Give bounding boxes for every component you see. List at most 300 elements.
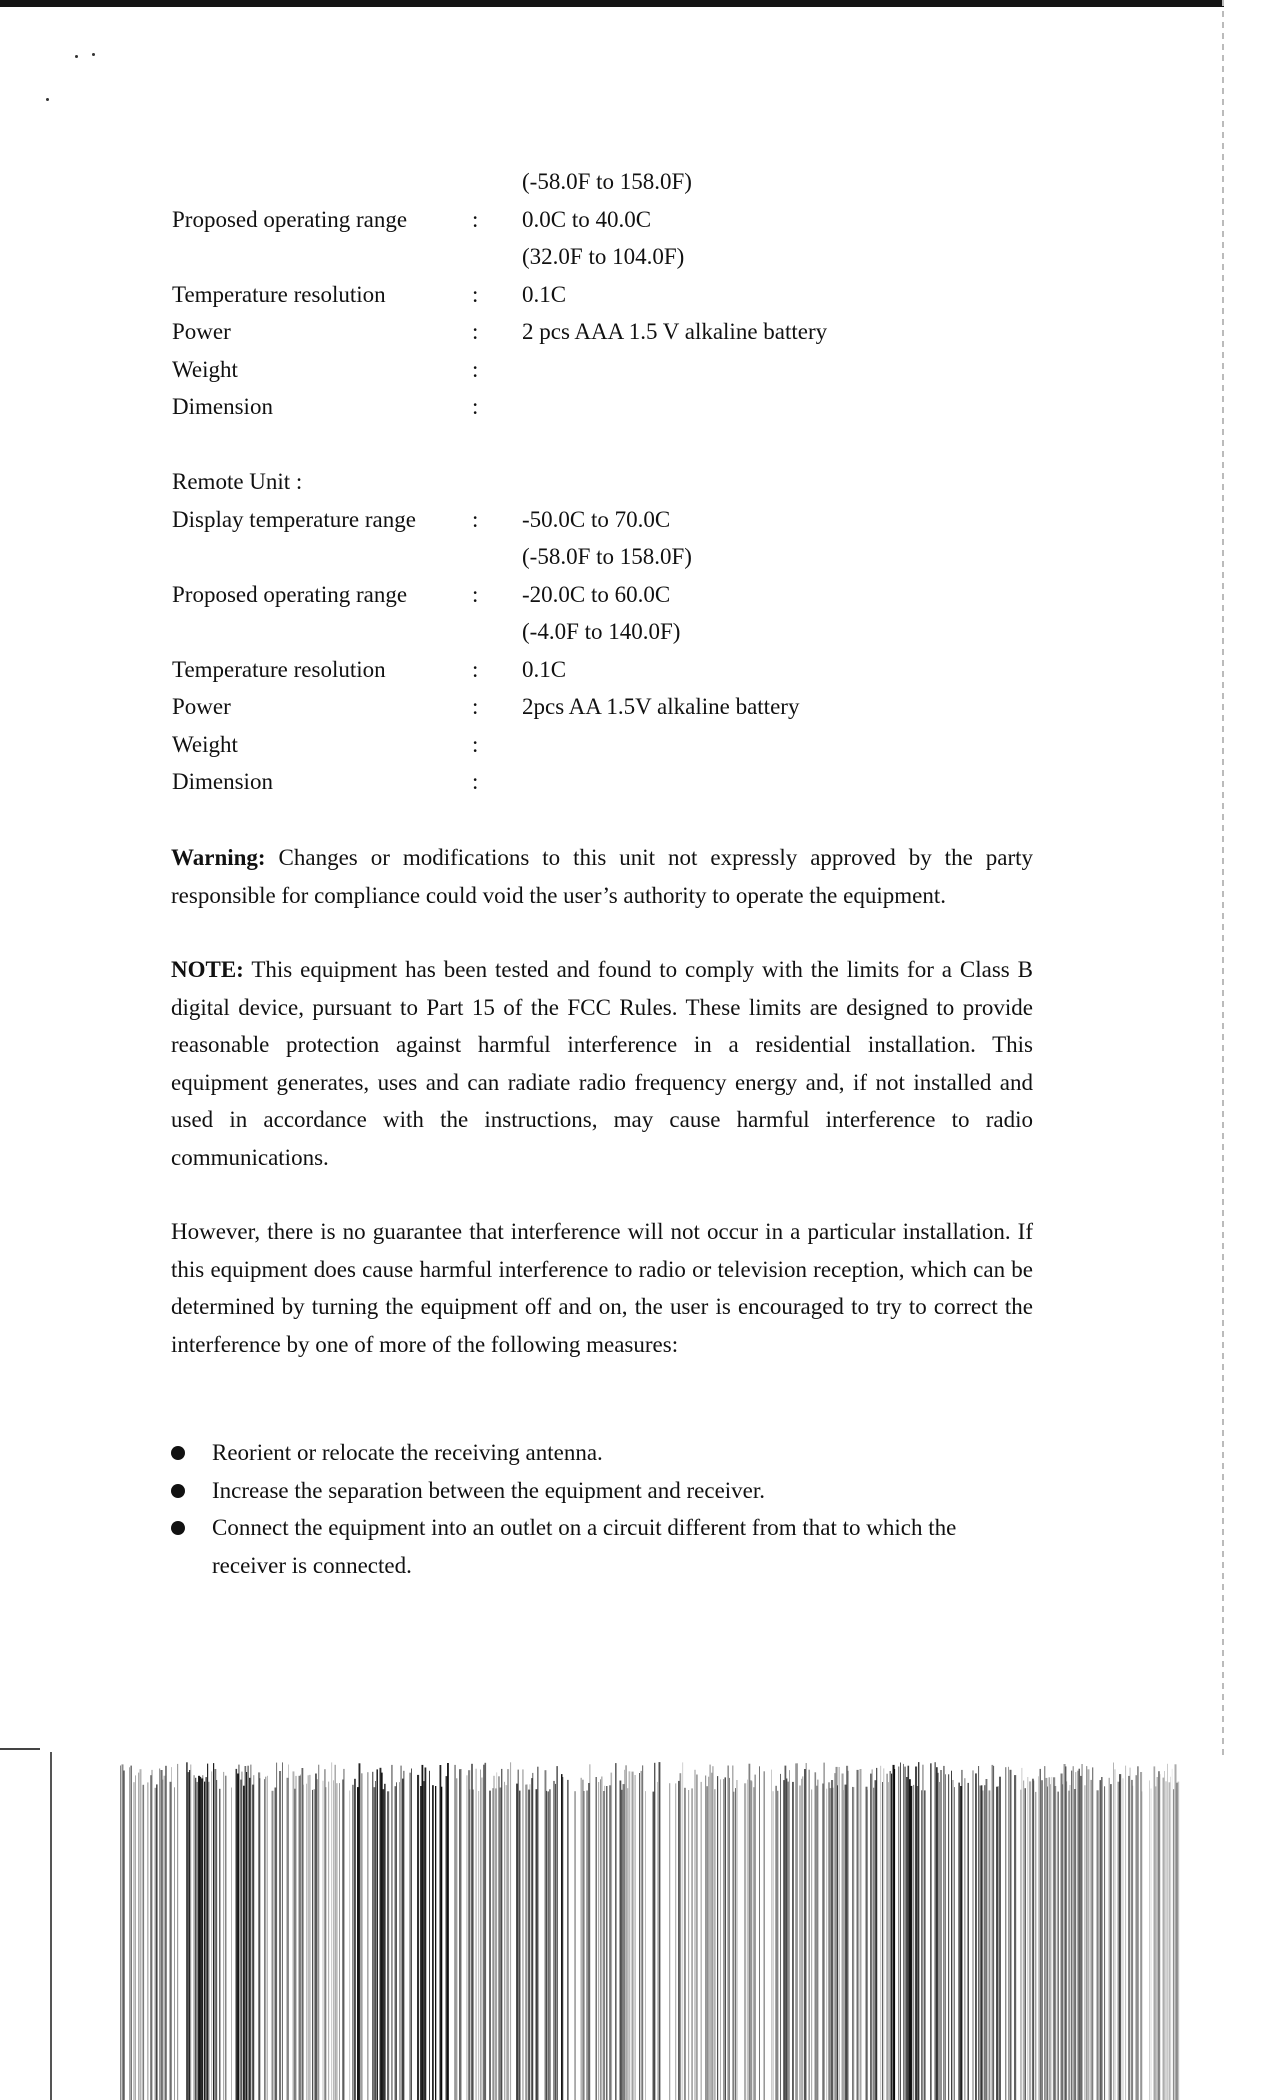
noise-streak	[323, 1781, 324, 2100]
noise-streak	[510, 1762, 511, 2100]
noise-streak	[1119, 1774, 1121, 2100]
noise-streak	[939, 1782, 940, 2100]
spec-value: 0.1C	[522, 656, 567, 682]
noise-streak	[884, 1768, 885, 2100]
noise-streak	[1020, 1790, 1021, 2100]
noise-streak	[476, 1769, 477, 2100]
noise-streak	[306, 1784, 307, 2100]
spec-row	[172, 726, 1072, 764]
noise-streak	[744, 1783, 746, 2100]
noise-streak	[441, 1787, 442, 2100]
noise-streak	[204, 1782, 205, 2100]
noise-streak	[248, 1766, 249, 2100]
noise-streak	[602, 1777, 603, 2100]
noise-streak	[629, 1771, 631, 2100]
measure-text: Reorient or relocate the receiving antenna.	[212, 1440, 603, 1465]
noise-streak	[174, 1787, 175, 2100]
noise-streak	[1067, 1781, 1068, 2100]
noise-streak	[309, 1775, 311, 2100]
noise-streak	[1023, 1781, 1024, 2100]
measure-text: Connect the equipment into an outlet on a circuit different from that to which the receiver is connected.	[212, 1515, 957, 1578]
noise-streak	[317, 1779, 319, 2100]
noise-streak	[747, 1780, 748, 2100]
noise-streak	[1170, 1777, 1171, 2100]
noise-streak	[645, 1791, 646, 2100]
noise-streak	[246, 1772, 247, 2100]
noise-streak	[627, 1788, 628, 2100]
noise-streak	[482, 1778, 483, 2100]
noise-streak	[354, 1779, 356, 2100]
noise-streak	[953, 1780, 954, 2100]
spec-value: -20.0C to 60.0C	[522, 581, 671, 607]
noise-streak	[1155, 1786, 1156, 2100]
noise-streak	[129, 1767, 130, 2100]
noise-streak	[1173, 1789, 1174, 2100]
noise-streak	[735, 1788, 736, 2100]
noise-streak	[537, 1767, 539, 2100]
noise-streak	[429, 1771, 430, 2100]
noise-streak	[981, 1785, 983, 2100]
noise-streak	[225, 1776, 227, 2100]
noise-streak	[473, 1790, 474, 2100]
noise-streak	[254, 1775, 255, 2100]
noise-streak	[870, 1774, 872, 2100]
noise-streak	[800, 1786, 801, 2100]
spec-label: Proposed operating range	[172, 581, 408, 607]
noise-streak	[1133, 1786, 1134, 2100]
noise-streak	[999, 1777, 1001, 2100]
noise-streak	[816, 1786, 817, 2100]
noise-streak	[935, 1762, 936, 2100]
spec-row	[172, 163, 1072, 201]
noise-streak	[797, 1763, 798, 2100]
noise-streak	[171, 1767, 172, 2100]
bullet-icon	[171, 1521, 185, 1535]
noise-streak	[792, 1782, 794, 2100]
noise-streak	[599, 1782, 600, 2100]
noise-streak	[239, 1765, 240, 2100]
noise-streak	[567, 1780, 569, 2100]
spec-colon: :	[472, 581, 479, 607]
scan-speck	[46, 98, 49, 101]
noise-streak	[425, 1768, 427, 2100]
noise-streak	[683, 1762, 684, 2100]
noise-streak	[968, 1783, 969, 2100]
noise-streak	[435, 1786, 436, 2100]
noise-streak	[120, 1766, 121, 2100]
noise-streak	[372, 1772, 373, 2100]
noise-streak	[852, 1787, 853, 2100]
noise-streak	[692, 1788, 693, 2100]
spec-row	[172, 313, 1072, 351]
noise-streak	[1104, 1786, 1105, 2100]
noise-streak	[206, 1777, 207, 2100]
noise-streak	[1062, 1784, 1063, 2100]
noise-streak	[888, 1782, 889, 2100]
noise-streak	[1005, 1767, 1006, 2100]
noise-streak	[867, 1790, 868, 2100]
noise-streak	[212, 1771, 213, 2100]
spec-value: 0.0C to 40.0C	[522, 206, 652, 232]
noise-streak	[795, 1763, 796, 2100]
noise-streak	[659, 1762, 661, 2100]
noise-streak	[557, 1766, 558, 2100]
noise-streak	[497, 1772, 498, 2100]
list-item	[171, 1434, 1033, 1472]
noise-streak	[381, 1773, 383, 2100]
noise-streak	[669, 1783, 670, 2100]
noise-streak	[581, 1778, 582, 2100]
noise-streak	[549, 1789, 551, 2100]
noise-streak	[251, 1765, 252, 2100]
spec-row	[172, 388, 1072, 426]
noise-streak	[368, 1772, 369, 2100]
noise-streak	[965, 1778, 966, 2100]
noise-streak	[300, 1775, 301, 2100]
noise-streak	[752, 1781, 753, 2100]
noise-streak	[695, 1770, 696, 2100]
noise-streak	[392, 1765, 393, 2100]
spec-colon: :	[472, 694, 479, 719]
noise-streak	[138, 1773, 139, 2100]
noise-streak	[1100, 1780, 1102, 2100]
scan-left-mark	[0, 1748, 40, 1750]
however-text: However, there is no guarantee that interference will not occur in a particular installation. If this equipment does cause harmful interference to radio or television reception, which can be determined by turning the equipment off and on, the user is encouraged to try to correct the interference by one of more of the following measures:	[171, 1219, 1033, 1357]
noise-streak	[1086, 1766, 1087, 2100]
noise-streak	[641, 1771, 643, 2100]
noise-streak	[596, 1777, 597, 2100]
noise-streak	[1049, 1777, 1051, 2100]
noise-streak	[470, 1790, 471, 2100]
noise-streak	[162, 1780, 163, 2100]
noise-streak	[705, 1776, 706, 2100]
noise-streak	[801, 1779, 802, 2100]
noise-streak	[978, 1766, 979, 2100]
noise-streak	[918, 1762, 919, 2100]
noise-streak	[131, 1766, 132, 2100]
noise-streak	[803, 1776, 804, 2100]
noise-streak	[1047, 1787, 1048, 2100]
noise-streak	[936, 1767, 938, 2100]
noise-streak	[812, 1790, 813, 2100]
spec-colon: :	[472, 506, 479, 532]
noise-streak	[921, 1790, 922, 2100]
noise-streak	[1164, 1771, 1165, 2100]
noise-streak	[1022, 1768, 1023, 2100]
scan-noise-band	[120, 1762, 1180, 2100]
noise-streak	[1065, 1766, 1067, 2100]
noise-streak	[266, 1777, 267, 2100]
noise-streak	[336, 1783, 338, 2100]
measure-text: Increase the separation between the equipment and receiver.	[212, 1477, 766, 1503]
note-text: This equipment has been tested and found to comply with the limits for a Class B digital device, pursuant to Part 15 of the FCC Rules. These limits are designed to provide reasonable protection against harmful interference in a residential installation. This equipment generates, uses and can radiate radio frequency energy and, if not installed and used in accordance with the instructions, may cause harmful interference to radio communications.	[171, 957, 1033, 1170]
noise-streak	[723, 1779, 724, 2100]
scan-speck	[92, 53, 95, 56]
noise-streak	[606, 1786, 608, 2100]
noise-streak	[908, 1766, 910, 2100]
noise-streak	[923, 1765, 924, 2100]
noise-streak	[1058, 1792, 1059, 2100]
noise-streak	[587, 1791, 588, 2100]
noise-streak	[362, 1773, 363, 2100]
noise-streak	[809, 1770, 810, 2100]
noise-streak	[714, 1789, 716, 2100]
noise-streak	[843, 1790, 844, 2100]
noise-streak	[123, 1771, 125, 2100]
noise-streak	[272, 1791, 274, 2100]
noise-streak	[506, 1785, 508, 2100]
noise-streak	[764, 1771, 765, 2100]
noise-streak	[873, 1788, 874, 2100]
noise-streak	[530, 1784, 531, 2100]
noise-streak	[402, 1779, 403, 2100]
noise-streak	[887, 1774, 888, 2100]
noise-streak	[489, 1791, 491, 2100]
noise-streak	[854, 1787, 855, 2100]
noise-streak	[533, 1773, 534, 2100]
noise-streak	[732, 1766, 734, 2100]
noise-streak	[1025, 1788, 1027, 2100]
noise-streak	[1151, 1789, 1152, 2100]
list-item	[171, 1472, 1033, 1510]
noise-streak	[554, 1781, 555, 2100]
spec-row	[172, 201, 1072, 239]
spec-label: Power	[172, 694, 231, 719]
noise-streak	[1034, 1781, 1035, 2100]
noise-streak	[507, 1769, 509, 2100]
noise-streak	[1088, 1769, 1090, 2100]
noise-streak	[777, 1791, 778, 2100]
noise-streak	[998, 1786, 1000, 2100]
noise-streak	[527, 1784, 528, 2100]
noise-streak	[303, 1785, 304, 2100]
noise-streak	[725, 1777, 727, 2100]
noise-streak	[1080, 1776, 1082, 2100]
noise-streak	[417, 1775, 419, 2100]
noise-streak	[839, 1767, 840, 2100]
noise-streak	[837, 1785, 838, 2100]
noise-streak	[1041, 1780, 1043, 2100]
noise-streak	[134, 1782, 135, 2100]
noise-streak	[1074, 1789, 1076, 2100]
spec-label: Power	[172, 319, 231, 344]
noise-streak	[387, 1791, 389, 2100]
noise-streak	[522, 1769, 524, 2100]
noise-streak	[639, 1773, 640, 2100]
spec-row	[172, 576, 1072, 614]
noise-streak	[707, 1786, 708, 2100]
noise-streak	[717, 1776, 718, 2100]
noise-streak	[696, 1775, 698, 2100]
noise-streak	[1169, 1782, 1171, 2100]
noise-streak	[404, 1771, 405, 2100]
noise-streak	[1029, 1781, 1031, 2100]
noise-streak	[1050, 1784, 1051, 2100]
spec-row	[172, 688, 1072, 726]
noise-streak	[734, 1792, 735, 2100]
noise-streak	[1101, 1777, 1103, 2100]
noise-streak	[584, 1791, 585, 2100]
noise-streak	[615, 1763, 617, 2100]
noise-streak	[483, 1765, 485, 2100]
noise-streak	[860, 1769, 862, 2100]
noise-streak	[1167, 1764, 1168, 2100]
noise-streak	[519, 1791, 521, 2100]
noise-streak	[384, 1784, 386, 2100]
noise-streak	[590, 1764, 591, 2100]
noise-streak	[678, 1781, 680, 2100]
noise-streak	[245, 1766, 247, 2100]
noise-streak	[479, 1791, 480, 2100]
however-paragraph	[171, 1213, 1033, 1363]
noise-streak	[194, 1775, 195, 2100]
noise-streak	[308, 1775, 310, 2100]
noise-streak	[1028, 1777, 1029, 2100]
noise-streak	[972, 1770, 974, 2100]
noise-streak	[332, 1762, 333, 2100]
noise-streak	[720, 1779, 721, 2100]
noise-streak	[485, 1763, 487, 2100]
measures-list	[171, 1434, 1033, 1584]
noise-streak	[948, 1774, 949, 2100]
noise-streak	[318, 1765, 319, 2100]
noise-streak	[1137, 1766, 1139, 2100]
noise-streak	[1008, 1767, 1009, 2100]
noise-streak	[944, 1766, 945, 2100]
noise-streak	[603, 1791, 605, 2100]
spec-colon: :	[472, 656, 479, 682]
noise-streak	[755, 1775, 756, 2100]
warning-label: Warning:	[171, 845, 266, 870]
noise-streak	[833, 1788, 834, 2100]
noise-streak	[605, 1786, 606, 2100]
spec-label: Temperature resolution	[172, 281, 386, 307]
spec-label: Temperature resolution	[172, 656, 386, 682]
noise-streak	[1110, 1784, 1112, 2100]
noise-streak	[1178, 1782, 1180, 2100]
spec-row	[172, 426, 1072, 464]
noise-streak	[815, 1772, 817, 2100]
noise-streak	[983, 1791, 984, 2100]
noise-streak	[1076, 1772, 1077, 2100]
spec-colon: :	[472, 731, 479, 757]
noise-streak	[1115, 1769, 1116, 2100]
noise-streak	[1172, 1769, 1174, 2100]
noise-streak	[872, 1769, 873, 2100]
noise-streak	[624, 1770, 625, 2100]
noise-streak	[930, 1763, 932, 2100]
noise-streak	[701, 1782, 702, 2100]
noise-streak	[899, 1767, 900, 2100]
noise-streak	[848, 1771, 849, 2100]
noise-streak	[156, 1784, 158, 2100]
noise-streak	[518, 1770, 520, 2100]
spec-row	[172, 238, 1072, 276]
noise-streak	[1163, 1778, 1165, 2100]
noise-streak	[329, 1782, 330, 2100]
noise-streak	[954, 1787, 955, 2100]
specification-table	[172, 163, 1072, 801]
noise-streak	[600, 1779, 601, 2100]
noise-streak	[548, 1791, 549, 2100]
spec-row	[172, 463, 1072, 501]
spec-colon: :	[472, 206, 479, 232]
noise-streak	[314, 1789, 316, 2100]
warning-text: Changes or modifications to this unit not expressly approved by the party responsible for compliance could void the user’s authority to operate the equipment.	[171, 845, 1033, 908]
noise-streak	[546, 1791, 547, 2100]
noise-streak	[575, 1791, 576, 2100]
noise-streak	[189, 1770, 190, 2100]
noise-streak	[267, 1776, 268, 2100]
noise-streak	[399, 1782, 400, 2100]
noise-streak	[243, 1786, 245, 2100]
spec-label: Dimension	[172, 769, 273, 794]
noise-streak	[200, 1777, 202, 2100]
noise-streak	[708, 1777, 709, 2100]
noise-streak	[555, 1784, 556, 2100]
noise-streak	[242, 1772, 243, 2100]
noise-streak	[143, 1785, 145, 2100]
scan-left-rule	[50, 1752, 52, 2100]
spec-row	[172, 351, 1072, 389]
noise-streak	[203, 1775, 204, 2100]
noise-streak	[359, 1763, 361, 2100]
noise-streak	[219, 1789, 221, 2100]
noise-streak	[1040, 1769, 1042, 2100]
noise-streak	[1082, 1764, 1083, 2100]
noise-streak	[455, 1765, 456, 2100]
noise-streak	[911, 1786, 913, 2100]
noise-streak	[1142, 1791, 1143, 2100]
noise-streak	[480, 1770, 481, 2100]
noise-streak	[906, 1777, 908, 2100]
noise-streak	[951, 1771, 952, 2100]
noise-streak	[461, 1769, 462, 2100]
noise-streak	[333, 1780, 334, 2100]
noise-streak	[335, 1765, 336, 2100]
noise-streak	[1166, 1781, 1167, 2100]
spec-colon: :	[472, 319, 479, 344]
noise-streak	[375, 1781, 376, 2100]
spec-row	[172, 501, 1072, 539]
noise-streak	[827, 1789, 828, 2100]
noise-streak	[786, 1779, 787, 2100]
scan-top-border	[0, 0, 1224, 7]
noise-streak	[689, 1790, 690, 2100]
noise-streak	[1071, 1771, 1072, 2100]
noise-streak	[710, 1765, 711, 2100]
note-paragraph	[171, 951, 1033, 1176]
noise-streak	[459, 1769, 461, 2100]
noise-streak	[1160, 1774, 1162, 2100]
noise-streak	[788, 1782, 789, 2100]
noise-streak	[771, 1770, 772, 2100]
noise-streak	[276, 1763, 277, 2100]
noise-streak	[231, 1788, 232, 2100]
noise-streak	[959, 1783, 960, 2100]
noise-streak	[1157, 1777, 1159, 2100]
noise-streak	[675, 1783, 676, 2100]
noise-streak	[824, 1763, 825, 2100]
spec-colon: :	[472, 394, 479, 419]
noise-streak	[780, 1774, 781, 2100]
noise-streak	[989, 1790, 991, 2100]
noise-streak	[657, 1782, 658, 2100]
noise-streak	[1073, 1766, 1075, 2100]
noise-streak	[632, 1772, 634, 2100]
noise-streak	[294, 1789, 296, 2100]
noise-streak	[296, 1776, 297, 2100]
